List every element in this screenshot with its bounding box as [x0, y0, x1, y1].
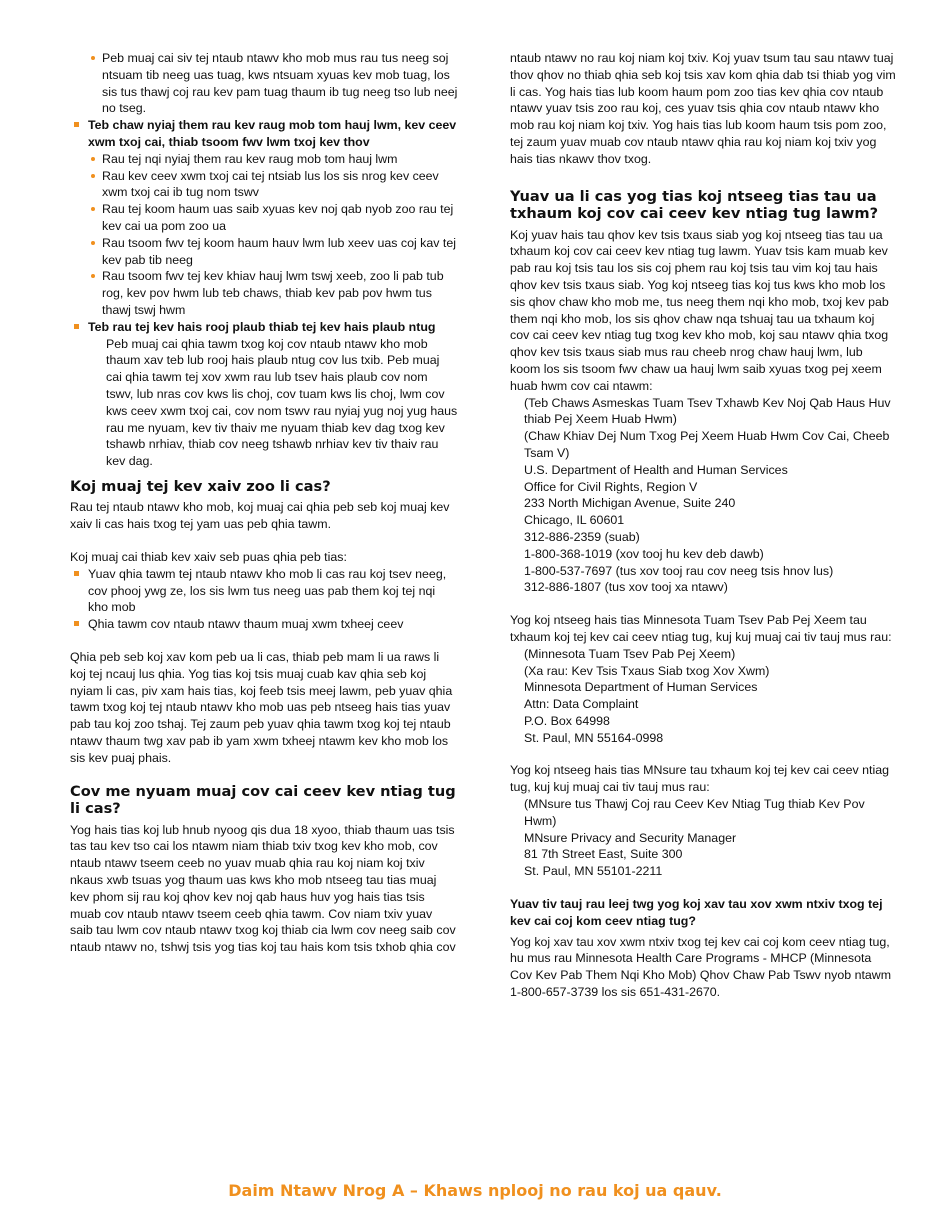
address-line: (Minnesota Tuam Tsev Pab Pej Xeem)	[524, 646, 736, 661]
address-block-dhs	[510, 646, 896, 747]
address-line: U.S. Department of Health and Human Services	[524, 462, 788, 477]
violation-paragraph: Koj yuav hais tau qhov kev tsis txaus siab yog koj ntseeg tias tau ua txhaum koj cov cai ceev kev ntiag tug lawm. Yuav tsis kam muab kev pab rau koj tsis tau los sis coj phem rau koj tsis tau vim koj tau hais qhov kev tsis txaus siab. Yog koj ntseeg tias koj tus kws kho mob los sis qhov chaw kho mob me, tus neeg them nqi kho mob, txoj kev pab them nqi kho mob, los sis qhov chaw nqa tshuaj tau ua txhaum koj cov cai ceev kev ntiag tug txog kev kho mob, koj sau ntawv qhia txog qhov kev tsis txaus siab mus rau cheeb nrog chaw hauj lwm, lub koom los sis tsoom fwv chaw ua hauj lwm saib xyuas txog pej xeem huab hwm cov cai ntawm:	[510, 227, 889, 393]
list-item: Rau kev ceev xwm txoj cai tej ntsiab lus los sis nrog kev ceev xwm txoj cai ib tug nom tswv	[88, 168, 458, 202]
more-info-paragraph: Yog koj xav tau xov xwm ntxiv txog tej kev cai coj kom ceev ntiag tug, hu mus rau Minnesota Health Care Programs - MHCP (Minnesota Cov Kev Pab Them Nqi Kho Mob) Qhov Chaw Pab Tswv nyob ntawm 1-800-657-3739 los sis 651-431-2670.	[510, 934, 892, 1000]
address-line: MNsure Privacy and Security Manager	[524, 830, 737, 845]
choices-paragraph-2: Koj muaj cai thiab kev xaiv seb puas qhia peb tias:	[70, 550, 347, 565]
heading-children-rights: Cov me nyuam muaj cov cai ceev kev ntiag tug li cas?	[70, 782, 456, 818]
address-line: Minnesota Department of Human Services	[524, 680, 758, 695]
address-line: Attn: Data Complaint	[524, 697, 639, 712]
address-line: (Xa rau: Kev Tsis Txaus Siab txog Xov Xwm)	[524, 663, 770, 678]
bullet-list-medical-examiner	[88, 50, 458, 117]
phone-line: 1-800-537-7697 (tus xov tooj rau cov neeg tsis hnov lus)	[524, 563, 834, 578]
address-line: Chicago, IL 60601	[524, 513, 625, 528]
list-item: Rau tsoom fwv tej koom haum hauv lwm lub xeev uas coj kav tej kev pab tib neeg	[88, 235, 458, 269]
list-item: Qhia tawm cov ntaub ntawv thaum muaj xwm txheej ceev	[70, 616, 458, 633]
list-item: Rau tej nqi nyiaj them rau kev raug mob tom hauj lwm	[88, 151, 458, 168]
address-line: (Chaw Khiav Dej Num Txog Pej Xeem Huab Hwm Cov Cai, Cheeb Tsam V)	[524, 429, 890, 460]
footer-note: Daim Ntawv Nrog A – Khaws nplooj no rau koj ua qauv.	[228, 1181, 722, 1200]
list-item: Peb muaj cai siv tej ntaub ntawv kho mob mus rau tus neeg soj ntsuam tib neeg uas tuag, kws ntsuam xyuas kev mob tuag, los sis tus thawj coj rau kev pam tuag thaum ib tug neeg tso lub neej no tseg.	[88, 50, 458, 117]
right-column	[510, 50, 896, 1001]
children-rights-continued: ntaub ntawv no rau koj niam koj txiv. Koj yuav tsum tau sau ntawv tuaj thov qhov no thiab qhia seb koj tsis xav kom qhia dab tsi thiab yog vim li cas. Yog hais tias lub koom haum pom zoo tias kev qhia cov ntaub ntawv yuav tsis zoo rau koj, ces yuav tsis qhia cov ntaub ntawv kho mob rau koj niam koj txiv. Yog hais tias lub koom haum tsis pom zoo, tej zaum yuav muab cov ntaub ntawv qhia rau koj niam koj txiv yog hais tias nkawv thov txog.	[510, 51, 896, 166]
list-item: Yuav qhia tawm tej ntaub ntawv kho mob li cas rau koj tsev neeg, cov phooj ywg ze, los sis lwm tus neeg uas pab them koj tej nqi kho mob	[70, 566, 458, 616]
bullet-list-workers-comp	[88, 151, 458, 319]
choices-paragraph-1: Rau tej ntaub ntawv kho mob, koj muaj cai qhia peb seb koj muaj kev xaiv li cas hais txog tej yam uas peb qhia tawm.	[70, 500, 450, 532]
children-rights-paragraph: Yog hais tias koj lub hnub nyoog qis dua 18 xyoo, thiab thaum uas tsis tas tau kev tso cai los ntawm niam thiab txiv txog kev kho mob, cov ntaub ntawv tseem ceeb no yuav muab qhia rau koj niam koj txiv nkaus xwb tsuas yog thaum uas kws kho mob ntseeg tau tias muaj kev phom sij rau koj qhov kev noj qab haus huv yog hais tias tsis muab cov ntaub ntawv tseem ceeb qhia tawm. Cov niam txiv yuav saib tau lwm cov ntaub ntawv txog koj thiab cia lwm cov neeg saib cov ntaub ntawv no, tshwj tsis yog tias koj tau hais kom tsis txhob qhia cov	[70, 822, 456, 955]
address-line: P.O. Box 64998	[524, 713, 610, 728]
lawsuits-paragraph: Peb muaj cai qhia tawm txog koj cov ntaub ntawv kho mob thaum xav teb lub rooj hais plaub ntug cov lus txib. Peb muaj cai qhia tawm tej xov xwm rau lub tsev hais plaub cov nom tswv, lub nras cov kws lis choj, cov tuam kws lis choj, lwm cov kws ceev xwm txoj cai, cov nom tswv rau nyiaj yug noj yug haus rau me nyuam, kev tiv thaiv me nyuam thiab kev dag txog kev tshawb nrhiav, thiab cov neeg tshawb nrhiav kev tiv thaiv rau kev dag.	[106, 336, 458, 469]
list-item: Rau tsoom fwv tej kev khiav hauj lwm tswj xeeb, zoo li pab tub rog, kev pov hwm lub teb chaws, thiab kev pab pov hwm tus thawj tswj hwm	[88, 268, 458, 318]
address-line: St. Paul, MN 55164-0998	[524, 730, 664, 745]
choices-paragraph-3: Qhia peb seb koj xav kom peb ua li cas, thiab peb mam li ua raws li koj tej ncauj lus qhia. Yog tias koj tsis muaj cuab kav qhia seb koj nyiam li cas, piv xam hais tias, koj feeb tsis meej lawm, peb yuav qhia tawm txog koj tej ntaub ntawv kho mob uas peb ntseeg hais tias yuav pab tau koj zoo tshaj. Tej zaum peb yuav qhia tawm txog koj tej ntaub ntawv thaum twg xav pab ib yam xwm txheej ntawm kev kho mob los sis kev puaj phais.	[70, 650, 453, 765]
phone-line: 312-886-1807 (tus xov tooj xa ntawv)	[524, 580, 728, 595]
address-line: 81 7th Street East, Suite 300	[524, 847, 683, 862]
address-line: (Teb Chaws Asmeskas Tuam Tsev Txhawb Kev Noj Qab Haus Huv thiab Pej Xeem Huab Hwm)	[524, 395, 891, 427]
phone-line: 1-800-368-1019 (xov tooj hu kev deb dawb)	[524, 546, 764, 561]
dhs-paragraph: Yog koj ntseeg hais tias Minnesota Tuam Tsev Pab Pej Xeem tau txhaum koj tej kev cai ceev ntiag tug, kuj kuj muaj cai tiv tauj mus rau:	[510, 613, 892, 644]
address-block-hhs	[510, 395, 896, 597]
list-item: Rau tej koom haum uas saib xyuas kev noj qab nyob zoo rau tej kev cai ua pom zoo ua	[88, 201, 458, 235]
section-list	[70, 319, 458, 336]
left-column	[70, 50, 458, 956]
address-line: Office for Civil Rights, Region V	[524, 479, 698, 494]
address-line: (MNsure tus Thawj Coj rau Ceev Kev Ntiag Tug thiab Kev Pov Hwm)	[524, 797, 865, 828]
heading-more-info: Yuav tiv tauj rau leej twg yog koj xav tau xov xwm ntxiv txog tej kev cai coj kom ceev ntiag tug?	[510, 897, 883, 928]
heading-choices: Koj muaj tej kev xaiv zoo li cas?	[70, 477, 331, 495]
list-heading-workers-comp: Teb chaw nyiaj them rau kev raug mob tom hauj lwm, kev ceev xwm txoj cai, thiab tsoom fwv lwm txoj kev thov	[70, 117, 458, 151]
address-line: 233 North Michigan Avenue, Suite 240	[524, 496, 736, 511]
mnsure-paragraph: Yog koj ntseeg hais tias MNsure tau txhaum koj tej kev cai ceev ntiag tug, kuj kuj muaj cai tiv tauj mus rau:	[510, 763, 890, 795]
phone-line: 312-886-2359 (suab)	[524, 529, 640, 544]
address-block-mnsure	[510, 796, 896, 880]
heading-violation: Yuav ua li cas yog tias koj ntseeg tias tau ua txhaum koj cov cai ceev kev ntiag tug lawm?	[510, 187, 879, 223]
list-heading-lawsuits: Teb rau tej kev hais rooj plaub thiab tej kev hais plaub ntug	[70, 319, 458, 336]
choices-bullet-list	[70, 566, 458, 633]
address-line: St. Paul, MN 55101-2211	[524, 864, 663, 879]
section-list	[70, 117, 458, 151]
